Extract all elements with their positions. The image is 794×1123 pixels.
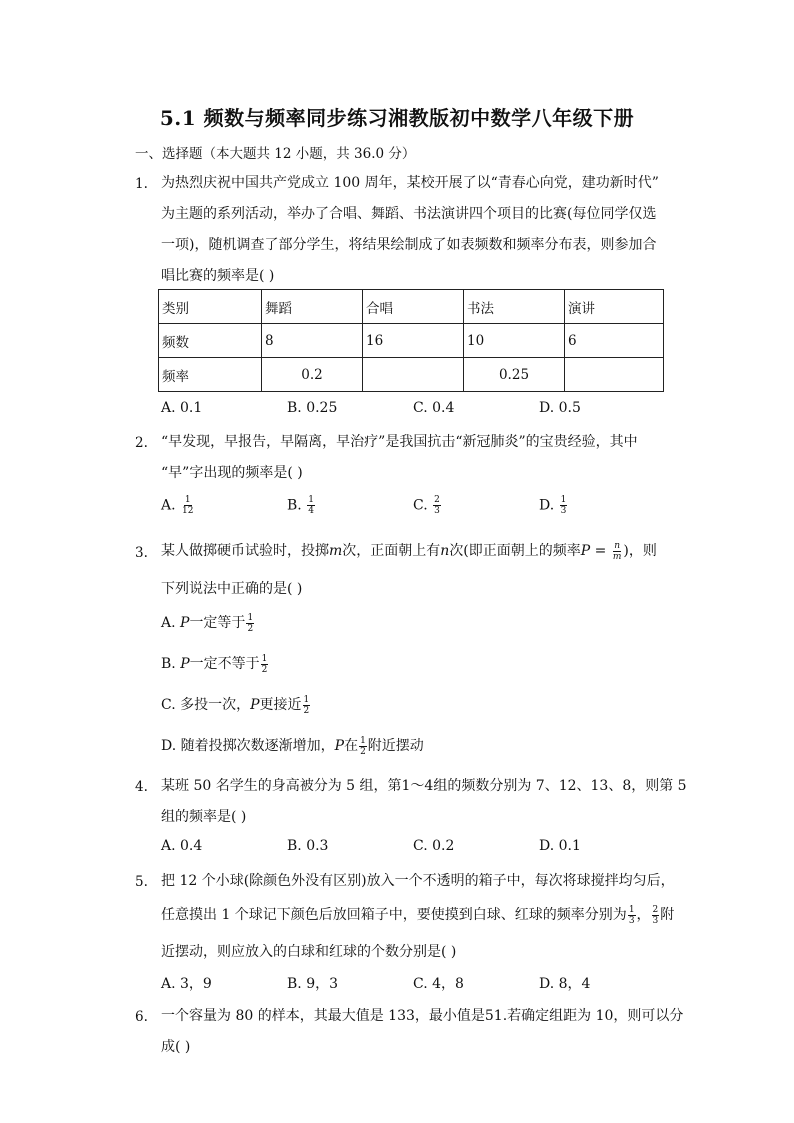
variable-n: n [440, 543, 450, 559]
option-label: B. [161, 656, 181, 672]
table-row [159, 358, 664, 392]
denominator: m [612, 551, 622, 562]
text-run: 在 [344, 738, 359, 754]
question-number: 5. [135, 874, 148, 890]
fraction [560, 495, 568, 516]
option-b[interactable]: B. 9，3 [287, 976, 339, 992]
table-cell: 频率 [159, 358, 262, 392]
option-d[interactable]: D. 0.1 [539, 838, 581, 854]
option-a[interactable]: A. 0.4 [161, 838, 203, 854]
table-cell [363, 358, 464, 392]
denominator: 3 [628, 915, 635, 926]
fraction [628, 905, 636, 926]
text-run: 更接近 [259, 697, 302, 713]
numerator: 1 [628, 904, 635, 915]
numerator: 1 [247, 612, 254, 623]
denominator: 2 [303, 705, 310, 716]
table-cell [565, 358, 664, 392]
numerator: 1 [560, 495, 567, 505]
option-c[interactable] [413, 495, 442, 516]
question-text: 为主题的系列活动，举办了合唱、舞蹈、书法演讲四个项目的比赛(每位同学仅选 [161, 206, 657, 222]
question-number: 2. [135, 435, 148, 451]
option-label: C. 多投一次， [161, 697, 251, 713]
question-text: “早发现，早报告，早隔离，早治疗”是我国抗击“新冠肺炎”的宝贵经验，其中 [161, 434, 638, 450]
table-row [159, 290, 664, 324]
denominator: 4 [308, 506, 314, 516]
option-d[interactable] [161, 735, 424, 757]
option-a[interactable]: A. 0.1 [161, 400, 203, 416]
text-run: 一定不等于 [189, 656, 260, 672]
numerator: 1 [303, 694, 310, 705]
variable-p: P [580, 543, 591, 559]
table-cell: 演讲 [565, 290, 664, 324]
numerator: 1 [261, 653, 268, 664]
option-b[interactable]: B. 0.3 [287, 838, 329, 854]
page-title: 5.1 频数与频率同步练习湘教版初中数学八年级下册 [159, 106, 635, 130]
option-b[interactable]: B. 0.25 [287, 400, 338, 416]
denominator: 12 [182, 506, 194, 516]
option-label: A. [161, 497, 176, 514]
variable-m: m [329, 543, 343, 559]
table-cell: 舞蹈 [262, 290, 363, 324]
text-run: 附 [660, 907, 675, 923]
table-cell: 10 [464, 324, 565, 358]
text-run: )，则 [623, 543, 657, 559]
option-a[interactable] [161, 612, 255, 634]
option-d[interactable]: D. 8，4 [539, 976, 591, 992]
question-text: 把 12 个小球(除颜色外没有区别)放入一个不透明的箱子中，每次将球搅拌均匀后， [161, 873, 675, 889]
question-text: “早”字出现的频率是( ) [161, 465, 303, 481]
question-text: 一个容量为 80 的样本，其最大值是 133，最小值是51.若确定组距为 10，则可以分 [161, 1008, 684, 1024]
option-c[interactable]: C. 4，8 [413, 976, 464, 992]
table-row [159, 324, 664, 358]
question-number: 4. [135, 779, 148, 795]
option-a[interactable] [161, 495, 195, 516]
table-cell: 16 [363, 324, 464, 358]
fraction [246, 613, 254, 634]
question-text [161, 540, 657, 562]
fraction [181, 495, 194, 516]
fraction [303, 695, 311, 716]
table-cell: 频数 [159, 324, 262, 358]
numerator: 1 [308, 495, 314, 505]
text-run: 某人做掷硬币试验时，投掷 [161, 543, 329, 559]
fraction [612, 541, 623, 562]
numerator: 1 [184, 495, 191, 505]
option-label: D. 随着投掷次数逐渐增加， [161, 738, 335, 754]
variable-p: P [180, 615, 190, 631]
option-b[interactable] [287, 495, 316, 516]
numerator: 2 [434, 495, 440, 505]
fraction [307, 495, 315, 516]
text-run: ， [636, 907, 651, 923]
section-heading: 一、选择题（本大题共 12 小题，共 36.0 分） [135, 146, 416, 162]
variable-p: P [334, 738, 345, 754]
option-label: B. [287, 497, 302, 514]
table-cell: 8 [262, 324, 363, 358]
table-cell: 书法 [464, 290, 565, 324]
option-d[interactable]: D. 0.5 [539, 400, 581, 416]
question-number: 1. [135, 176, 148, 192]
option-b[interactable] [161, 653, 269, 675]
question-text [161, 904, 674, 926]
question-text: 下列说法中正确的是( ) [161, 581, 303, 597]
option-c[interactable]: C. 0.2 [413, 838, 455, 854]
option-c[interactable]: C. 0.4 [413, 400, 455, 416]
table-cell: 0.25 [464, 358, 565, 392]
variable-p: P [180, 656, 190, 672]
question-number: 3. [135, 545, 148, 561]
variable-p: P [250, 697, 260, 713]
fraction [261, 654, 269, 675]
text-run: 次(即正面朝上的频率 [449, 543, 581, 559]
frequency-table [158, 289, 664, 392]
numerator: 2 [652, 904, 659, 915]
table-cell: 类别 [159, 290, 262, 324]
text-run: 附近摆动 [367, 738, 424, 754]
option-label: C. [413, 497, 428, 514]
denominator: 3 [652, 915, 659, 926]
question-text: 为热烈庆祝中国共产党成立 100 周年，某校开展了以“青春心向党，建功新时代” [161, 175, 659, 191]
text-run: 一定等于 [189, 615, 246, 631]
question-number: 6. [135, 1009, 148, 1025]
denominator: 2 [360, 746, 366, 757]
denominator: 3 [434, 506, 440, 516]
fraction [359, 736, 367, 757]
table-cell: 合唱 [363, 290, 464, 324]
text-run: 任意摸出 1 个球记下颜色后放回箱子中，要使摸到白球、红球的频率分别为 [161, 907, 627, 923]
table-cell: 0.2 [262, 358, 363, 392]
denominator: 3 [560, 506, 567, 516]
denominator: 2 [247, 623, 254, 634]
question-text: 组的频率是( ) [161, 809, 247, 825]
equals-sign: = [590, 543, 611, 559]
fraction [433, 495, 441, 516]
text-run: 次，正面朝上有 [342, 543, 441, 559]
option-a[interactable]: A. 3，9 [161, 976, 212, 992]
option-label: A. [161, 615, 181, 631]
numerator: n [614, 540, 621, 551]
option-label: D. [539, 497, 555, 514]
option-c[interactable] [161, 694, 311, 716]
question-text: 一项)，随机调查了部分学生，将结果绘制成了如表频数和频率分布表，则参加合 [161, 237, 657, 253]
question-text: 某班 50 名学生的身高被分为 5 组，第1～4组的频数分别为 7、12、13、8，则第 5 [161, 778, 687, 794]
numerator: 1 [360, 735, 366, 746]
question-text: 近摆动，则应放入的白球和红球的个数分别是( ) [161, 944, 457, 960]
option-d[interactable] [539, 495, 568, 516]
question-text: 成( ) [161, 1039, 191, 1055]
table-cell: 6 [565, 324, 664, 358]
question-text: 唱比赛的频率是( ) [161, 268, 275, 284]
denominator: 2 [261, 664, 268, 675]
fraction [652, 905, 660, 926]
